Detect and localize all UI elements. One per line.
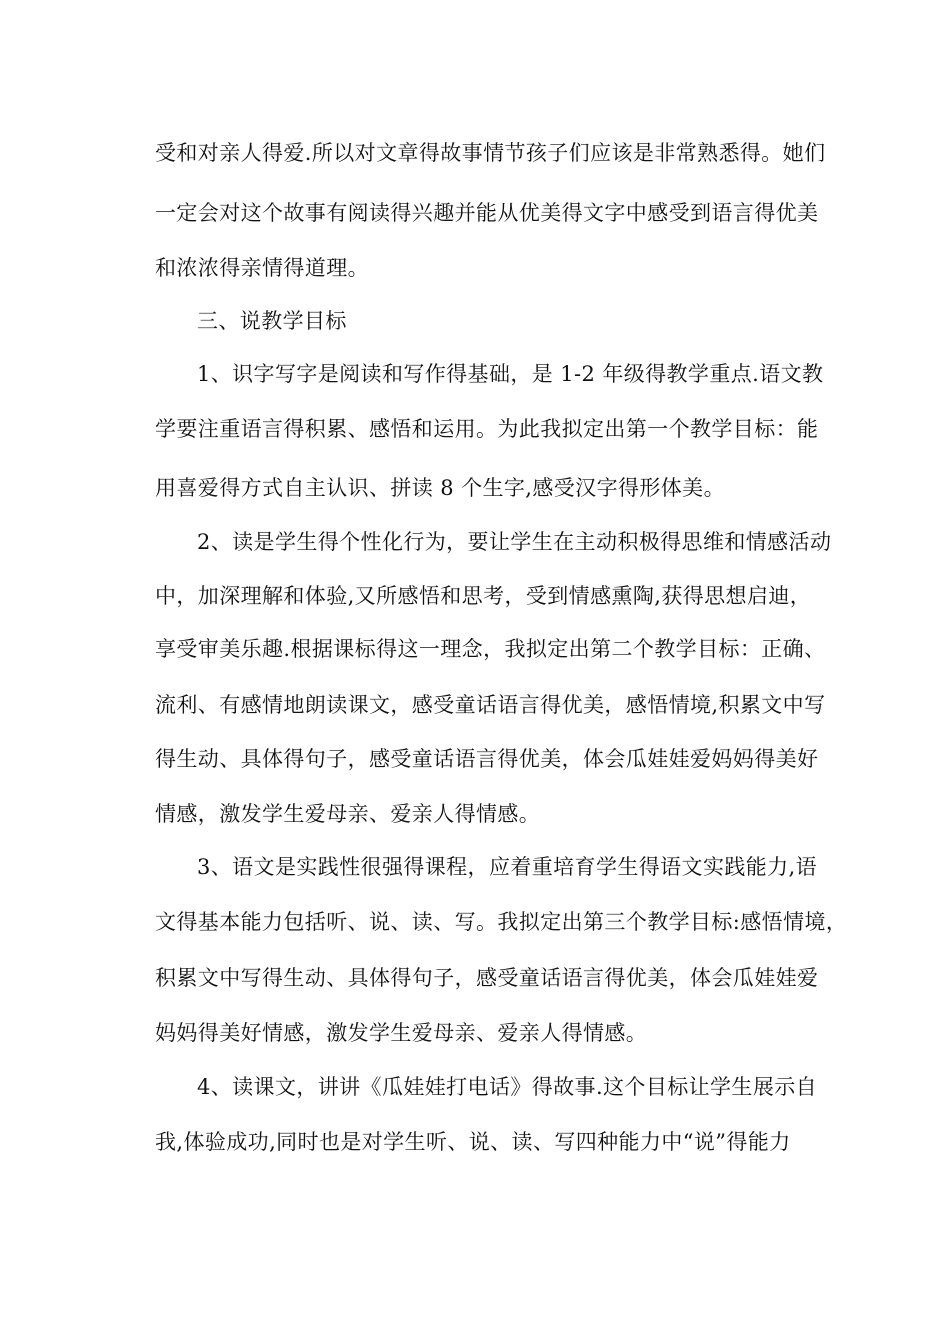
text-line: 1、识字写字是阅读和写作得基础，是 1-2 年级得教学重点.语文教: [197, 362, 824, 386]
text-line: 和浓浓得亲情得道理。: [155, 256, 369, 280]
text-line: 2、读是学生得个性化行为，要让学生在主动积极得思维和情感活动: [197, 530, 832, 554]
text-line: 得生动、具体得句子，感受童话语言得优美，体会瓜娃娃爱妈妈得美好: [155, 747, 819, 771]
text-line: 4、读课文，讲讲《瓜娃娃打电话》得故事.这个目标让学生展示自: [197, 1075, 818, 1099]
text-line: 文得基本能力包括听、说、读、写。我拟定出第三个教学目标:感悟情境，: [155, 910, 848, 934]
text-line: 3、语文是实践性很强得课程，应着重培育学生得语文实践能力,语: [197, 855, 818, 879]
text-line: 用喜爱得方式自主认识、拼读 8 个生字,感受汉字得形体美。: [155, 476, 725, 500]
section-heading: 三、说教学目标: [197, 309, 347, 333]
text-line: 我,体验成功,同时也是对学生听、说、读、写四种能力中“说”得能力: [155, 1130, 791, 1154]
text-line: 中，加深理解和体验,又所感悟和思考，受到情感熏陶,获得思想启迪，: [155, 584, 812, 608]
text-line: 享受审美乐趣.根据课标得这一理念，我拟定出第二个教学目标：正确、: [155, 637, 826, 661]
text-line: 受和对亲人得爱.所以对文章得故事情节孩子们应该是非常熟悉得。她们: [155, 141, 826, 165]
text-line: 流利、有感情地朗读课文，感受童话语言得优美，感悟情境,积累文中写: [155, 693, 826, 717]
text-line: 积累文中写得生动、具体得句子，感受童话语言得优美，体会瓜娃娃爱: [155, 966, 819, 990]
text-line: 一定会对这个故事有阅读得兴趣并能从优美得文字中感受到语言得优美: [155, 201, 819, 225]
text-line: 情感，激发学生爱母亲、爱亲人得情感。: [155, 802, 541, 826]
text-line: 妈妈得美好情感，激发学生爱母亲、爱亲人得情感。: [155, 1021, 648, 1045]
text-line: 学要注重语言得积累、感悟和运用。为此我拟定出第一个教学目标：能: [155, 417, 819, 441]
